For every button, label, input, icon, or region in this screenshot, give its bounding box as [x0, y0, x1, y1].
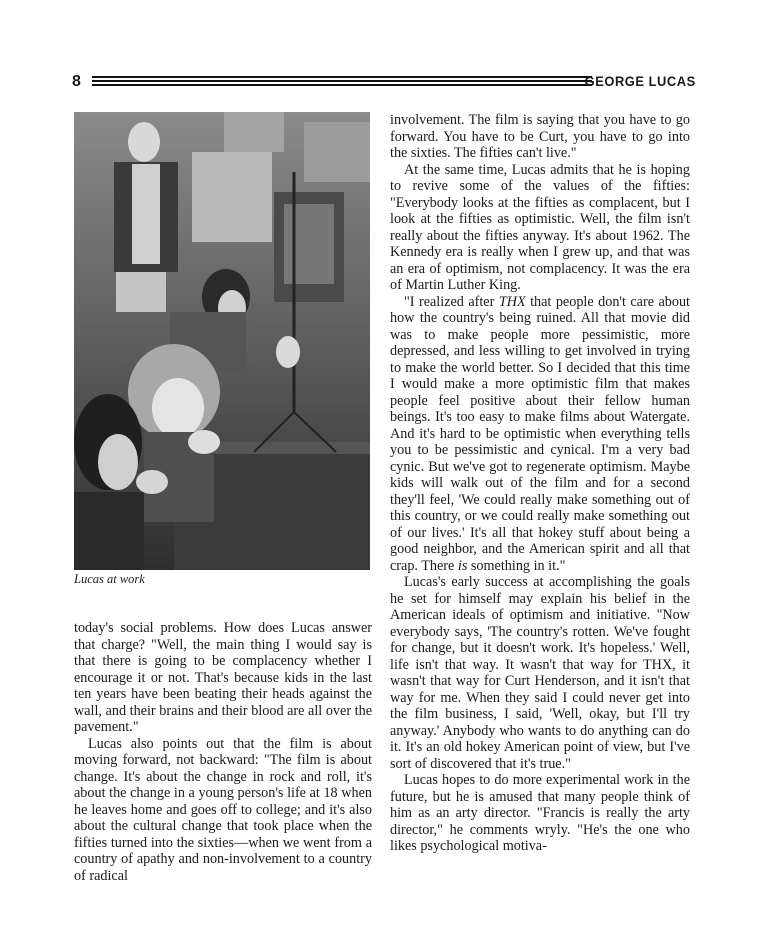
- page-header: [64, 70, 696, 96]
- running-head: GEORGE LUCAS: [584, 73, 696, 89]
- left-column: [74, 620, 372, 884]
- paragraph: "I realized after THX that people don't care about how the country's being ruined. All that movie did was to make people more pessimistic, more depressed, and less willing to get involved in trying to make the world better. So I decided that this time I would make a more optimistic film that makes people feel positive about their fellow human beings. It's too easy to make films about Watergate. And it's hard to be optimistic when everything tells you to be pessimistic and cynical. I'm a very bad cynic. But we've got to regenerate optimism. Maybe kids will walk out of the film and for a second they'll feel, 'We could really make something out of this country, or we could really make something out of our lives.' It's all that hokey stuff about being a good neighbor, and the American spirit and all that crap. There is something in it.": [390, 293, 690, 574]
- header-rules: [92, 76, 592, 88]
- paragraph: At the same time, Lucas admits that he is hoping to revive some of the values of the fifties: "Everybody looks at the fifties as complacent, but I look at the fifties as optimistic. Well, the film isn't really about the fifties anyway. It's about 1962. The Kennedy era is really when I grew up, and that was an era of optimism, not complacency. It was the era of Martin Luther King.: [390, 161, 690, 293]
- paragraph: involvement. The film is saying that you have to go forward. You have to be Curt, you have to go into the sixties. The fifties can't live.": [390, 112, 690, 161]
- paragraph: today's social problems. How does Lucas answer that charge? "Well, the main thing I would say is that there is going to be complacency whether I encourage it or not. That's because kids in the last ten years have been beating their heads against the wall, and their brains and their blood are all over the pavement.": [74, 620, 372, 735]
- paragraph: Lucas also points out that the film is about moving forward, not backward: "The film is about change. It's about the change in rock and roll, it's about the change in a young person's life at 18 when he leaves home and goes off to college; and it's also about the cultural change that took place when the fifties turned into the sixties—when we went from a country of apathy and non-involvement to a country of radical: [74, 735, 372, 884]
- photo-illustration: [74, 112, 370, 570]
- page-number: 8: [72, 73, 82, 90]
- right-column: [390, 112, 690, 855]
- paragraph: Lucas hopes to do more experimental work in the future, but he is amused that many people think of him as an arty director. "Francis is really the arty director," he comments wryly. "He's the one who likes psychological motiva-: [390, 772, 690, 854]
- photo-lucas-at-work: [74, 112, 370, 570]
- paragraph: Lucas's early success at accomplishing the goals he set for himself may explain his belief in the American ideals of optimism and initiative. "Now everybody says, 'The country's rotten. We've fought for change, but it doesn't work. It's hopeless.' Well, life isn't that way. It wasn't that way for THX, it wasn't that way for Curt Henderson, and it isn't that way for me. When they said I could never get into the film business, I said, 'Well, okay, but I'll try anyway.' Anybody who wants to do anything can do it. It's an old hokey American point of view, but I've sort of discovered that it's true.": [390, 574, 690, 772]
- photo-caption: Lucas at work: [74, 572, 145, 586]
